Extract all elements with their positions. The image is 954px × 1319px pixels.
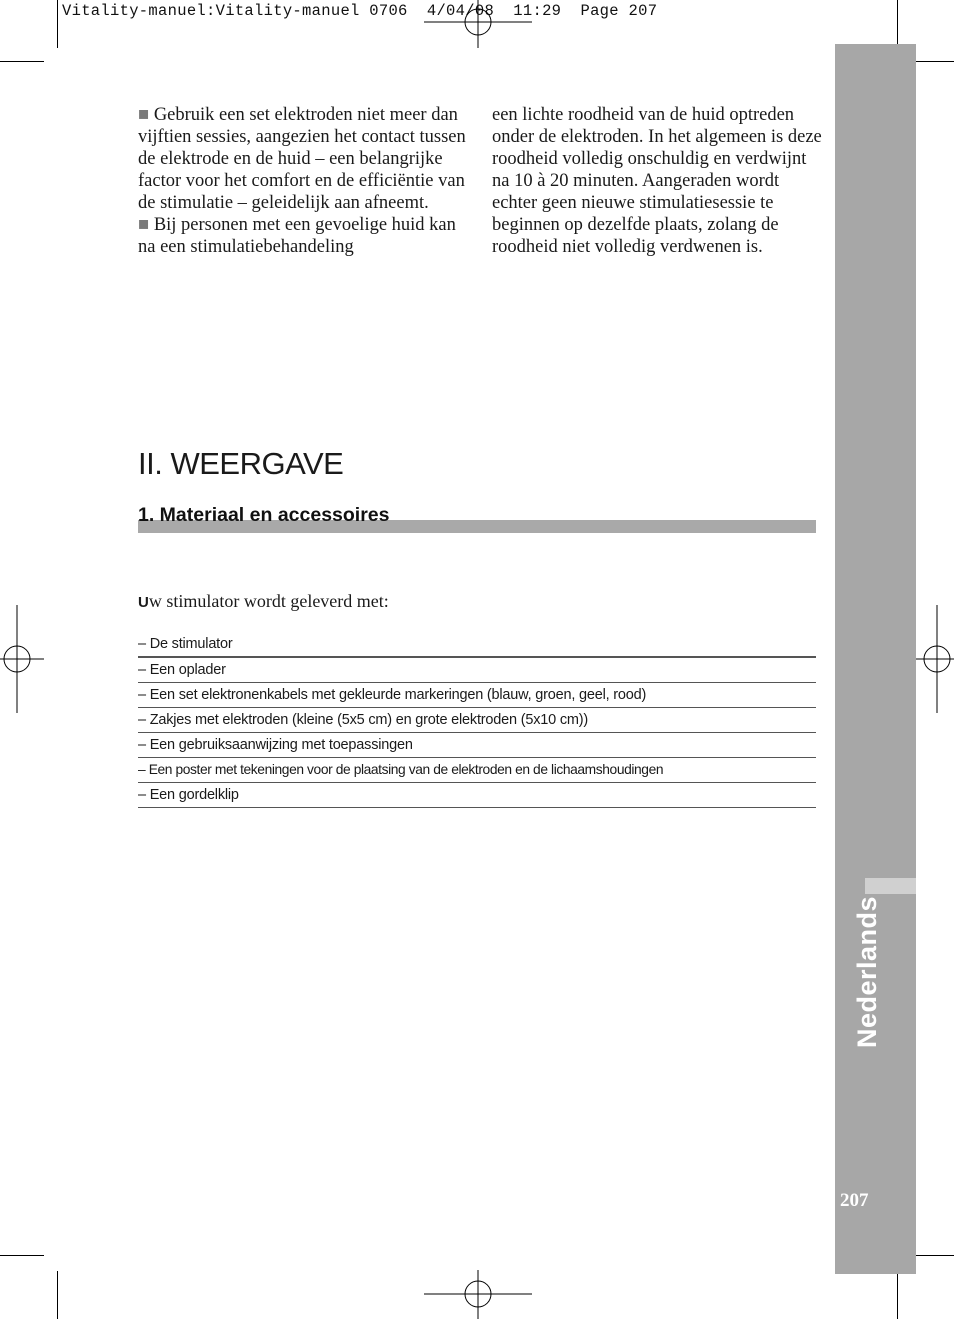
paragraph-text: Bij personen met een gevoelige huid kan na een stimulatiebehandeling [138,215,456,257]
registration-mark-bottom [424,1270,532,1319]
section-title: II. WEERGAVE [138,446,344,481]
print-slug: Vitality-manuel:Vitality-manuel 0706 4/04/08 11:29 Page 207 [62,2,658,20]
list-item: – Een oplader [138,658,816,683]
registration-mark-top [424,0,532,48]
text-column-left [138,104,468,258]
registration-mark-left [0,605,44,713]
list-item: – Een poster met tekeningen voor de plaatsing van de elektroden en de lichaamshoudingen [138,758,816,783]
text-column-right [492,104,822,258]
crop-mark [897,1271,898,1319]
page-number: 207 [840,1190,869,1211]
list-item: – Een set elektronenkabels met gekleurde markeringen (blauw, groen, geel, rood) [138,683,816,708]
sidebar-notch [865,878,916,894]
crop-mark [912,1255,954,1256]
crop-mark [912,61,954,62]
dropcap: U [138,594,149,611]
sidebar-language-label: Nederlands [852,895,882,1048]
bullet-square-icon: ■ [138,105,150,125]
language-sidebar [835,44,916,1274]
paragraph [138,214,468,258]
intro-sentence [138,591,389,612]
crop-mark [57,0,58,48]
paragraph-text: Gebruik een set elektroden niet meer dan vijftien sessies, aangezien het contact tussen de elektrode en de huid – een belangrijke factor voor het comfort en de efficiëntie van de stimulatie – geleidelijk aan afneemt. [138,105,466,213]
crop-mark [897,0,898,48]
bullet-square-icon: ■ [138,215,150,235]
intro-text: w stimulator wordt geleverd met: [148,591,389,611]
crop-mark [0,1255,44,1256]
accessory-list [138,632,816,808]
list-item: – Zakjes met elektroden (kleine (5x5 cm) en grote elektroden (5x10 cm)) [138,708,816,733]
subsection-title: 1. Materiaal en accessoires [138,504,390,526]
registration-mark-right [910,605,954,713]
list-item: – Een gebruiksaanwijzing met toepassingen [138,733,816,758]
paragraph [138,104,468,214]
paragraph: een lichte roodheid van de huid optreden onder de elektroden. In het algemeen is deze roodheid volledig onschuldig en verdwijnt na 10 à 20 minuten. Aangeraden wordt echter geen nieuwe stimulatiesessie te beginnen op dezelfde plaats, zolang de roodheid niet volledig verdwenen is. [492,105,822,257]
crop-mark [57,1271,58,1319]
crop-mark [0,61,44,62]
list-item: – De stimulator [138,632,816,658]
list-item: – Een gordelklip [138,783,816,808]
